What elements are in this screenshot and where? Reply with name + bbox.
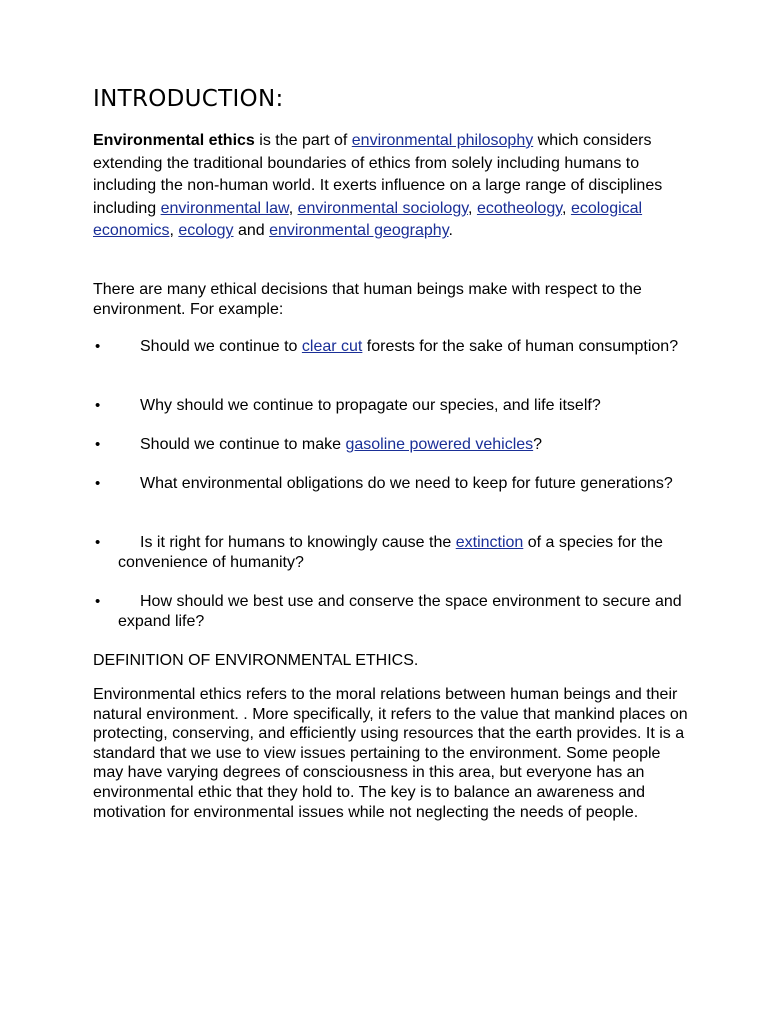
- list-item-text-pre: Is it right for humans to knowingly cause the: [140, 534, 456, 551]
- list-item-text: Why should we continue to propagate our species, and life itself?: [140, 397, 601, 414]
- link-environmental-law[interactable]: environmental law: [160, 199, 289, 217]
- link-environmental-sociology[interactable]: environmental sociology: [297, 199, 469, 217]
- bullet-icon: •: [95, 338, 101, 355]
- intro-text-3: and: [233, 222, 270, 240]
- definition-paragraph: Environmental ethics refers to the moral relations between human beings and their natural environment. . More specifically, it refers to the value that mankind places on protecting, conserving, and efficiently using resources that the earth provides. It is a standard that we use to view issues pertaining to the environment. Some people may have varying degrees of consciousness in this area, but everyone has an environmental ethic that they hold to. The key is to balance an awareness and motivation for environmental issues while not neglecting the needs of people.: [93, 686, 688, 821]
- intro-text-4: .: [448, 222, 453, 240]
- list-item-text-pre: Should we continue to: [140, 338, 302, 355]
- intro-paragraph: [93, 130, 693, 243]
- list-item: [93, 592, 693, 632]
- list-item-text: [93, 435, 693, 455]
- definition-heading: DEFINITION OF ENVIRONMENTAL ETHICS.: [93, 652, 419, 669]
- list-item-text-post: ?: [533, 436, 543, 453]
- intro-sep-1: ,: [288, 199, 298, 217]
- bullet-icon: •: [95, 593, 101, 610]
- list-item-text-pre: Should we continue to make: [140, 436, 346, 453]
- list-item-text: [93, 337, 693, 357]
- list-item-text-post: of a species for the convenience of humanity?: [118, 534, 663, 571]
- link-ecotheology[interactable]: ecotheology: [476, 199, 563, 217]
- bullet-icon: •: [95, 436, 101, 453]
- link-ecology[interactable]: ecology: [178, 222, 234, 240]
- link-gasoline-powered-vehicles[interactable]: gasoline powered vehicles: [345, 436, 534, 453]
- decisions-paragraph: There are many ethical decisions that human beings make with respect to the environment. For example:: [93, 281, 642, 318]
- intro-sep-3: ,: [562, 199, 571, 217]
- link-environmental-philosophy[interactable]: environmental philosophy: [351, 132, 534, 149]
- list-item: [93, 396, 693, 416]
- bullet-icon: •: [95, 397, 101, 414]
- bullet-icon: •: [95, 534, 101, 551]
- link-ecological-economics[interactable]: ecological economics: [93, 199, 643, 240]
- list-item-text: What environmental obligations do we need to keep for future generations?: [140, 475, 673, 492]
- list-item-text: [93, 533, 693, 573]
- list-item: [93, 474, 693, 494]
- link-extinction[interactable]: extinction: [455, 534, 524, 551]
- list-item-text: How should we best use and conserve the space environment to secure and expand life?: [118, 593, 682, 630]
- intro-text-2: which considers extending the traditional boundaries of ethics from solely including humans to including the non-human world. It exerts influence on a large range of disciplines including: [93, 132, 663, 217]
- intro-term: Environmental ethics: [93, 132, 255, 149]
- list-item-text-post: forests for the sake of human consumption?: [362, 338, 679, 355]
- intro-sep-2: ,: [468, 199, 477, 217]
- list-item: [93, 533, 693, 573]
- intro-text-1: is the part of: [254, 132, 352, 149]
- bullet-icon: •: [95, 475, 101, 492]
- page-title: INTRODUCTION:: [93, 86, 284, 112]
- link-environmental-geography[interactable]: environmental geography: [269, 222, 449, 240]
- list-item: [93, 435, 693, 455]
- link-clear-cut[interactable]: clear cut: [301, 338, 363, 355]
- intro-sep-4: ,: [169, 222, 179, 240]
- list-item: [93, 337, 693, 357]
